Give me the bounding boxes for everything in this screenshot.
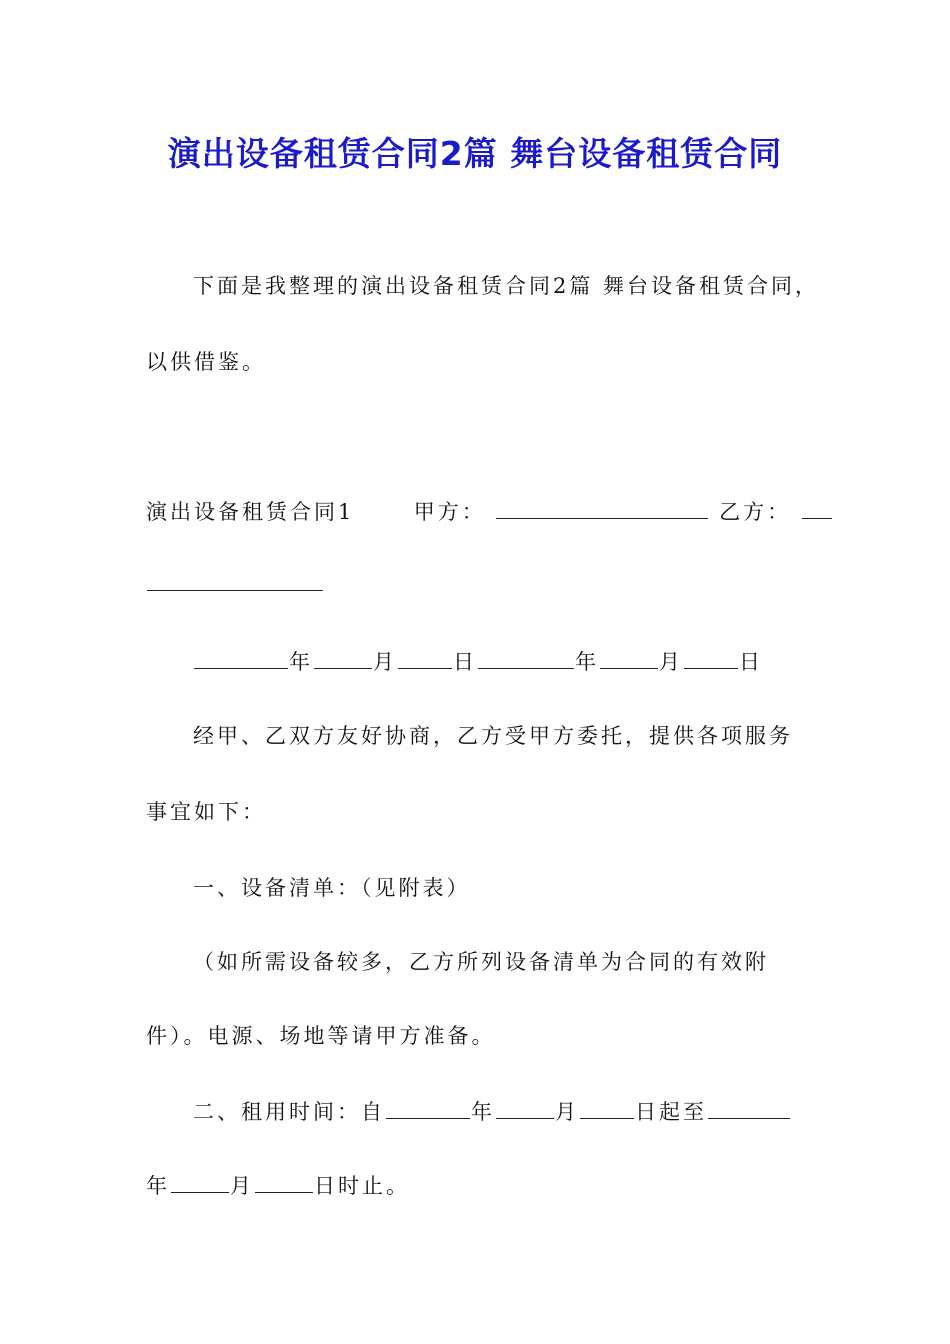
end-year-blank xyxy=(708,1117,790,1119)
date-a-day-blank xyxy=(398,667,452,669)
month-label: 月 xyxy=(555,1100,579,1124)
contract-parties-line xyxy=(146,496,806,526)
year-label: 年 xyxy=(471,1100,495,1124)
intro-line-1: 下面是我整理的演出设备租赁合同2篇 舞台设备租赁合同， xyxy=(193,274,820,298)
document-title: 演出设备租赁合同2篇 舞台设备租赁合同 xyxy=(167,134,783,173)
rental-period-until: 日起至 xyxy=(635,1100,707,1124)
date-a-month-blank xyxy=(314,667,372,669)
month-label: 月 xyxy=(230,1174,254,1198)
note-line-1: （如所需设备较多，乙方所列设备清单为合同的有效附 xyxy=(193,950,769,974)
year-label: 年 xyxy=(575,650,599,674)
end-day-blank xyxy=(255,1191,313,1193)
rental-period-line-1 xyxy=(193,1096,853,1126)
month-label: 月 xyxy=(659,650,683,674)
rental-period-prefix: 二、租用时间：自 xyxy=(193,1100,385,1124)
note-line-2: 件）。电源、场地等请甲方准备。 xyxy=(146,1024,496,1048)
year-label: 年 xyxy=(289,650,313,674)
party-b-blank-line2 xyxy=(147,589,323,591)
end-month-blank xyxy=(171,1191,229,1193)
consult-line-2: 事宜如下： xyxy=(146,800,266,824)
party-b-blank-continued xyxy=(146,572,806,596)
start-month-blank xyxy=(496,1117,554,1119)
party-b-label: 乙方： xyxy=(719,500,792,524)
date-b-year-blank xyxy=(478,667,574,669)
day-label: 日 xyxy=(453,650,477,674)
date-b-day-blank xyxy=(684,667,738,669)
start-year-blank xyxy=(386,1117,470,1119)
item-equipment-list: 一、设备清单：（见附表） xyxy=(193,876,471,900)
party-a-label: 甲方： xyxy=(413,500,486,524)
consult-line-1: 经甲、乙双方友好协商，乙方受甲方委托，提供各项服务 xyxy=(193,724,793,748)
date-line xyxy=(193,646,853,676)
rental-period-end: 日时止。 xyxy=(314,1174,410,1198)
date-b-month-blank xyxy=(600,667,658,669)
year-label: 年 xyxy=(146,1174,170,1198)
day-label: 日 xyxy=(739,650,763,674)
month-label: 月 xyxy=(373,650,397,674)
party-b-blank xyxy=(802,517,832,519)
rental-period-line-2 xyxy=(146,1170,806,1200)
party-a-blank xyxy=(496,517,708,519)
contract-heading: 演出设备租赁合同1 xyxy=(146,500,355,524)
date-a-year-blank xyxy=(194,667,288,669)
start-day-blank xyxy=(580,1117,634,1119)
intro-line-2: 以供借鉴。 xyxy=(146,350,266,374)
